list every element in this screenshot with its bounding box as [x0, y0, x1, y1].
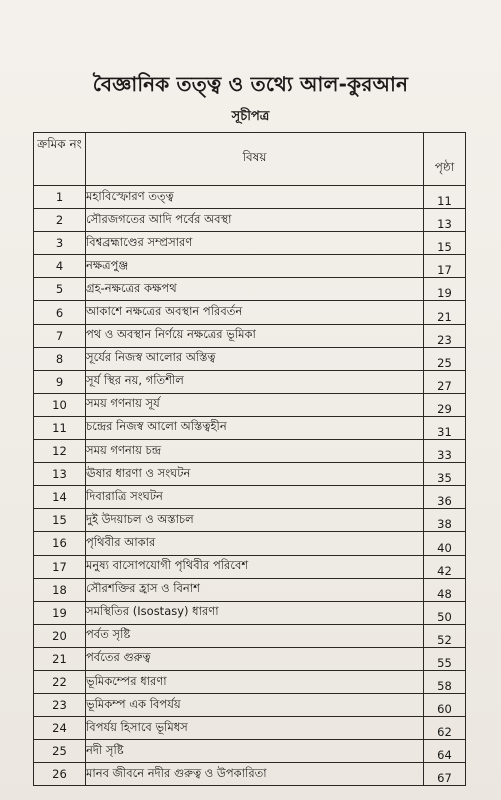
row-page: 17 [424, 255, 466, 278]
row-page: 62 [424, 717, 466, 740]
table-row [34, 694, 466, 717]
row-page: 13 [424, 209, 466, 232]
row-topic: ঊষার ধারণা ও সংঘটন [86, 463, 424, 486]
table-row [34, 440, 466, 463]
row-number: 25 [34, 740, 86, 763]
table-row [34, 670, 466, 693]
table-row [34, 509, 466, 532]
row-topic: মহাবিস্ফোরণ তত্ত্ব [86, 186, 424, 209]
table-row [34, 416, 466, 439]
row-topic: পর্বতের গুরুত্ব [86, 647, 424, 670]
row-page: 33 [424, 440, 466, 463]
row-number: 22 [34, 670, 86, 693]
row-page: 55 [424, 647, 466, 670]
row-page: 21 [424, 301, 466, 324]
row-page: 35 [424, 463, 466, 486]
row-number: 4 [34, 255, 86, 278]
row-topic: পৃথিবীর আকার [86, 532, 424, 555]
table-row [34, 532, 466, 555]
row-topic: দিবারাত্রি সংঘটন [86, 486, 424, 509]
row-number: 13 [34, 463, 86, 486]
row-topic: ভূমিকম্প এক বিপর্যয় [86, 694, 424, 717]
row-number: 12 [34, 440, 86, 463]
row-number: 19 [34, 601, 86, 624]
table-row [34, 601, 466, 624]
row-number: 3 [34, 232, 86, 255]
row-page: 11 [424, 186, 466, 209]
table-header-row [34, 133, 466, 186]
row-number: 10 [34, 393, 86, 416]
row-number: 18 [34, 578, 86, 601]
row-number: 7 [34, 324, 86, 347]
row-topic: সৌরজগতের আদি পর্বের অবস্থা [86, 209, 424, 232]
row-topic: চন্দ্রের নিজস্ব আলো অস্তিত্বহীন [86, 416, 424, 439]
row-topic: নদী সৃষ্টি [86, 740, 424, 763]
table-row [34, 578, 466, 601]
row-number: 26 [34, 763, 86, 786]
table-row [34, 324, 466, 347]
table-row [34, 255, 466, 278]
row-page: 38 [424, 509, 466, 532]
row-topic: গ্রহ-নক্ষত্রের কক্ষপথ [86, 278, 424, 301]
row-topic: সূর্য স্থির নয়, গতিশীল [86, 370, 424, 393]
row-topic: পথ ও অবস্থান নির্ণয়ে নক্ষত্রের ভূমিকা [86, 324, 424, 347]
row-page: 19 [424, 278, 466, 301]
bleed-through-text [175, 44, 345, 54]
row-topic: দুই উদয়াচল ও অস্তাচল [86, 509, 424, 532]
row-number: 20 [34, 624, 86, 647]
row-page: 15 [424, 232, 466, 255]
table-row [34, 740, 466, 763]
table-row [34, 717, 466, 740]
row-topic: মানব জীবনে নদীর গুরুত্ব ও উপকারিতা [86, 763, 424, 786]
table-row [34, 232, 466, 255]
row-topic: সৌরশক্তির হ্রাস ও বিনাশ [86, 578, 424, 601]
row-number: 5 [34, 278, 86, 301]
row-page: 48 [424, 578, 466, 601]
row-topic: বিশ্বব্রহ্মাণ্ডের সম্প্রসারণ [86, 232, 424, 255]
table-row [34, 278, 466, 301]
row-number: 15 [34, 509, 86, 532]
table-row [34, 647, 466, 670]
row-topic: সময় গণনায় সূর্য [86, 393, 424, 416]
contents-table [33, 132, 466, 786]
row-number: 14 [34, 486, 86, 509]
row-number: 2 [34, 209, 86, 232]
row-number: 17 [34, 555, 86, 578]
row-page: 60 [424, 694, 466, 717]
row-page: 58 [424, 670, 466, 693]
row-page: 50 [424, 601, 466, 624]
table-row [34, 486, 466, 509]
row-page: 27 [424, 370, 466, 393]
row-number: 16 [34, 532, 86, 555]
row-page: 40 [424, 532, 466, 555]
table-row [34, 393, 466, 416]
table-row [34, 463, 466, 486]
table-row [34, 555, 466, 578]
header-topic: বিষয় [86, 133, 424, 186]
row-number: 9 [34, 370, 86, 393]
row-page: 64 [424, 740, 466, 763]
row-topic: পর্বত সৃষ্টি [86, 624, 424, 647]
contents-heading: সূচীপত্র [231, 109, 270, 124]
table-row [34, 347, 466, 370]
row-number: 1 [34, 186, 86, 209]
row-number: 11 [34, 416, 86, 439]
row-page: 36 [424, 486, 466, 509]
table-row [34, 763, 466, 786]
row-page: 42 [424, 555, 466, 578]
row-topic: সমস্থিতির (Isostasy) ধারণা [86, 601, 424, 624]
row-topic: সময় গণনায় চন্দ্র [86, 440, 424, 463]
row-page: 29 [424, 393, 466, 416]
row-topic: ভূমিকম্পের ধারণা [86, 670, 424, 693]
row-page: 52 [424, 624, 466, 647]
row-page: 23 [424, 324, 466, 347]
row-topic: আকাশে নক্ষত্রের অবস্থান পরিবর্তন [86, 301, 424, 324]
row-page: 67 [424, 763, 466, 786]
table-row [34, 624, 466, 647]
row-topic: সূর্যের নিজস্ব আলোর অস্তিত্ব [86, 347, 424, 370]
row-number: 24 [34, 717, 86, 740]
table-row [34, 301, 466, 324]
row-number: 8 [34, 347, 86, 370]
header-page: পৃষ্ঠা [424, 133, 466, 186]
row-number: 21 [34, 647, 86, 670]
row-page: 31 [424, 416, 466, 439]
table-body [34, 186, 466, 786]
table-row [34, 209, 466, 232]
book-title: বৈজ্ঞানিক তত্ত্ব ও তথ্যে আল-কুরআন [92, 72, 409, 96]
row-number: 23 [34, 694, 86, 717]
row-topic: বিপর্যয় হিসাবে ভূমিধস [86, 717, 424, 740]
table-row [34, 370, 466, 393]
row-topic: মনুষ্য বাসোপযোগী পৃথিবীর পরিবেশ [86, 555, 424, 578]
row-page: 25 [424, 347, 466, 370]
row-number: 6 [34, 301, 86, 324]
row-topic: নক্ষত্রপুঞ্জ [86, 255, 424, 278]
header-number: ক্রমিক নং [34, 133, 86, 186]
table-row [34, 186, 466, 209]
